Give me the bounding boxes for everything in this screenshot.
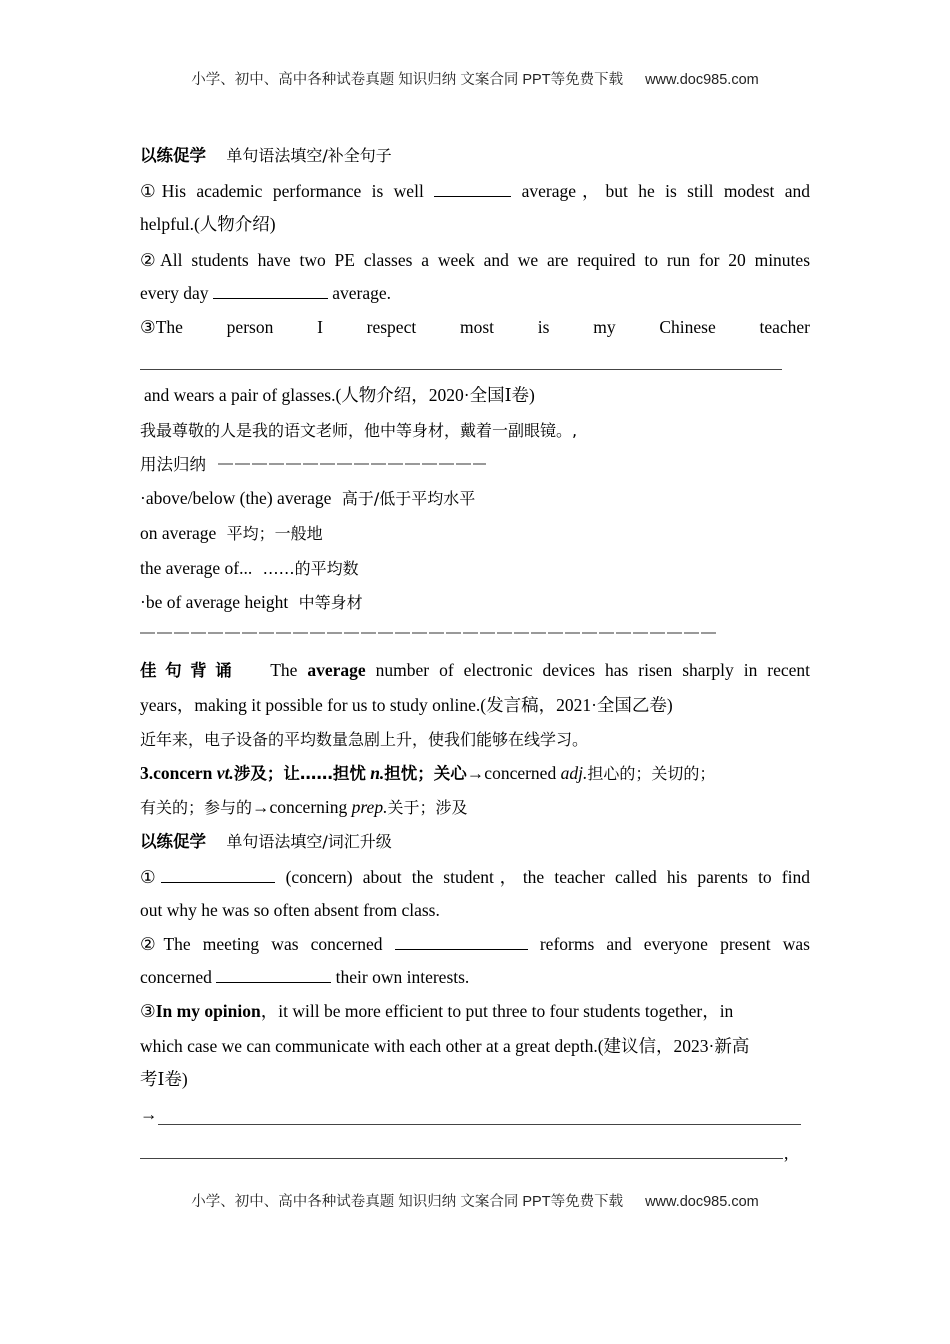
usage-item-en: the average of...	[140, 558, 253, 578]
s1-q2-text-a: All students have two PE classes a week and we are required to run for 20 minutes	[160, 250, 810, 270]
vocab-pos: adj.	[560, 763, 588, 783]
s2-q2-text-a: The meeting was concerned	[163, 934, 383, 954]
s2-q3-text-c: 考Ⅰ卷)	[140, 1069, 188, 1089]
s2-q1-line1	[140, 865, 810, 889]
s1-q1-line2	[140, 212, 810, 236]
s1-q1-blank[interactable]	[434, 180, 511, 197]
s1-q3-translation	[140, 418, 810, 443]
s2-q1-text-b: out why he was so often absent from class.	[140, 900, 440, 920]
usage-item-zh: 高于/低于平均水平	[341, 489, 476, 508]
s1-q3-word: person	[226, 317, 274, 337]
s2-q2-line2	[140, 965, 810, 989]
page-header	[0, 68, 950, 89]
s2-q1-num: ①	[140, 867, 162, 887]
s2-q2-blank2[interactable]	[216, 966, 331, 983]
usage-item	[140, 590, 810, 615]
section1-heading	[140, 143, 810, 168]
s1-q2-blank[interactable]	[213, 282, 328, 299]
s1-q2-line1	[140, 248, 810, 272]
s2-q1-line2	[140, 898, 810, 922]
vocab-def: 担忧；关心	[384, 764, 467, 783]
usage-item-en: on average	[140, 523, 217, 543]
s2-q3-end	[784, 1141, 804, 1165]
arrow-right-icon: →	[466, 763, 485, 783]
good-sentence-label: 佳句背诵	[140, 661, 241, 680]
s1-q1-text-c: helpful.(人物介绍)	[140, 214, 276, 234]
s2-q3-answer-line1[interactable]	[158, 1124, 801, 1125]
page-footer	[0, 1190, 950, 1211]
vocab-entry-line1	[140, 761, 810, 786]
s1-q2-num: ②	[140, 250, 161, 270]
s1-q3-word: is	[537, 317, 550, 337]
s2-q3-bold: In my opinion	[155, 1001, 261, 1021]
usage-item-en: ·be of average height	[140, 592, 289, 612]
s1-q2-text-c: average.	[332, 283, 392, 303]
vocab-def: 有关的；参与的	[140, 798, 253, 817]
usage-heading-dashes	[218, 463, 486, 465]
vocab-headword: 3.concern	[140, 763, 213, 783]
usage-end-dashes	[140, 632, 716, 634]
s1-q3-word: Chinese	[659, 317, 716, 337]
s2-q2-blank1[interactable]	[395, 933, 528, 950]
s2-q2-text-c: concerned	[140, 967, 212, 987]
usage-item	[140, 556, 810, 581]
s1-q3-answer-line[interactable]	[140, 369, 782, 370]
footer-site-link[interactable]: www.doc985.com	[645, 1194, 759, 1210]
s2-q3-end-comma: ,	[784, 1143, 789, 1163]
s2-q2-text-d: their own interests.	[335, 967, 470, 987]
vocab-pos: prep.	[351, 797, 388, 817]
header-site-link[interactable]: www.doc985.com	[645, 72, 759, 88]
s1-q3-translation-text: 我最尊敬的人是我的语文老师，他中等身材，戴着一副眼镜。,	[140, 421, 578, 440]
vocab-pos: vt.	[216, 763, 234, 783]
s1-q2-line2	[140, 281, 810, 305]
s2-q3-text-b: which case we can communicate with each other at a great depth.(建议信，2023·新高	[140, 1036, 750, 1056]
s2-q3-line1	[140, 999, 810, 1023]
good-sentence-translation	[140, 727, 810, 752]
arrow-right-icon: →	[140, 1104, 158, 1124]
section2-heading	[140, 829, 810, 854]
s2-q3-text-a: ，it will be more efficient to put three to four students together，in	[260, 1001, 734, 1021]
s1-q3-word: most	[459, 317, 495, 337]
s2-q2-line1	[140, 932, 810, 956]
vocab-derived-word: concerned	[484, 763, 557, 783]
vocab-def: 担心的；关切的；	[587, 764, 716, 783]
section1-heading-label: 以练促学	[140, 146, 206, 165]
good-sentence-line1	[140, 658, 810, 683]
vocab-derived-word: concerning	[269, 797, 348, 817]
vocab-entry-line2	[140, 795, 810, 820]
s2-q3-answer-line2[interactable]	[140, 1158, 783, 1159]
vocab-pos: n.	[370, 763, 385, 783]
s1-q1-num: ①	[140, 181, 162, 201]
usage-item-zh: 中等身材	[298, 593, 363, 612]
s2-q2-num: ②	[140, 934, 164, 954]
s1-q3-word: I	[317, 317, 323, 337]
s2-q1-text-a: (concern) about the student，the teacher called his parents to find	[285, 867, 811, 887]
footer-text: 小学、初中、高中各种试卷真题 知识归纳 文案合同 PPT等免费下载	[191, 1194, 624, 1210]
section2-heading-label: 以练促学	[140, 832, 206, 851]
s2-q3-arrow-line	[140, 1102, 810, 1126]
s1-q1-text-a: His academic performance is well	[161, 181, 424, 201]
s2-q2-text-b: reforms and everyone present was	[539, 934, 810, 954]
s1-q3-num: ③	[140, 317, 156, 337]
usage-item	[140, 521, 810, 546]
usage-item-en: ·above/below (the) average	[140, 488, 332, 508]
s2-q3-num: ③	[140, 1001, 156, 1021]
usage-item	[140, 486, 810, 511]
s1-q1-text-b: average，but he is still modest and	[521, 181, 811, 201]
s1-q1-line1	[140, 179, 810, 203]
s1-q3-word: The	[155, 317, 183, 337]
usage-item-zh: 平均；一般地	[226, 524, 323, 543]
s1-q3-line3	[144, 383, 814, 407]
good-sentence-bold: average	[307, 660, 366, 680]
good-sentence-text-a: The	[270, 660, 298, 680]
header-text: 小学、初中、高中各种试卷真题 知识归纳 文案合同 PPT等免费下载	[191, 72, 624, 88]
good-sentence-translation-text: 近年来，电子设备的平均数量急剧上升，使我们能够在线学习。	[140, 730, 589, 749]
s1-q3-line1	[140, 315, 810, 339]
good-sentence-text-c: years，making it possible for us to study online.(发言稿，2021·全国乙卷)	[140, 695, 673, 715]
s1-q3-cont: and wears a pair of glasses.(人物介绍，2020·全国Ⅰ卷)	[144, 385, 535, 405]
s2-q3-line2	[140, 1034, 810, 1058]
s1-q3-word: respect	[366, 317, 417, 337]
s2-q3-line3	[140, 1067, 810, 1091]
usage-title: 用法归纳	[140, 455, 206, 474]
section1-heading-sub: 单句语法填空/补全句子	[226, 146, 392, 165]
s1-q3-word: teacher	[759, 317, 810, 337]
vocab-def: 关于；涉及	[387, 798, 468, 817]
vocab-def: 涉及；让……担忧	[233, 764, 366, 783]
s2-q1-blank[interactable]	[161, 866, 275, 883]
s1-q3-word: my	[593, 317, 616, 337]
usage-item-zh: ……的平均数	[262, 559, 359, 578]
good-sentence-line2	[140, 693, 810, 717]
good-sentence-text-b: number of electronic devices has risen sharply in recent	[375, 660, 811, 680]
section2-heading-sub: 单句语法填空/词汇升级	[226, 832, 392, 851]
s1-q2-text-b: every day	[140, 283, 209, 303]
arrow-right-icon: →	[252, 797, 270, 817]
